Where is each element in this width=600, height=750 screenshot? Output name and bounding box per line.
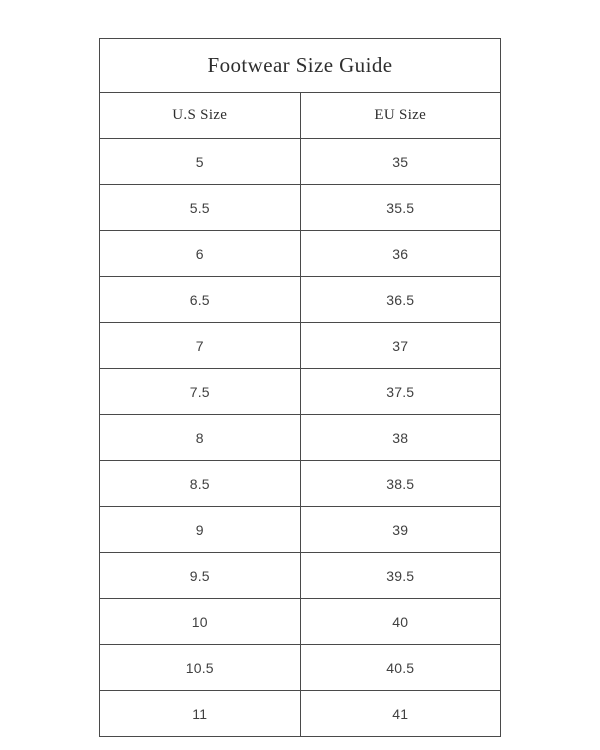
table-row <box>100 323 501 369</box>
cell-us-size: 11 <box>100 691 301 737</box>
header-row <box>100 93 501 139</box>
table-row <box>100 553 501 599</box>
cell-us-size: 10 <box>100 599 301 645</box>
cell-us-size: 5.5 <box>100 185 301 231</box>
cell-us-size: 5 <box>100 139 301 185</box>
cell-eu-size: 37 <box>300 323 501 369</box>
cell-eu-size: 36.5 <box>300 277 501 323</box>
cell-eu-size: 37.5 <box>300 369 501 415</box>
size-table-body <box>100 39 501 737</box>
cell-us-size: 10.5 <box>100 645 301 691</box>
table-row <box>100 185 501 231</box>
column-header-eu-size: EU Size <box>300 93 501 139</box>
cell-eu-size: 41 <box>300 691 501 737</box>
table-row <box>100 599 501 645</box>
cell-eu-size: 38 <box>300 415 501 461</box>
table-row <box>100 231 501 277</box>
column-header-us-size: U.S Size <box>100 93 301 139</box>
cell-eu-size: 39 <box>300 507 501 553</box>
cell-us-size: 9.5 <box>100 553 301 599</box>
cell-eu-size: 40.5 <box>300 645 501 691</box>
cell-us-size: 8.5 <box>100 461 301 507</box>
table-row <box>100 461 501 507</box>
page-title: Footwear Size Guide <box>100 39 501 93</box>
cell-eu-size: 40 <box>300 599 501 645</box>
table-row <box>100 277 501 323</box>
title-row <box>100 39 501 93</box>
table-row <box>100 369 501 415</box>
cell-eu-size: 38.5 <box>300 461 501 507</box>
cell-eu-size: 35 <box>300 139 501 185</box>
cell-us-size: 6.5 <box>100 277 301 323</box>
cell-us-size: 7 <box>100 323 301 369</box>
table-row <box>100 691 501 737</box>
footwear-size-table <box>99 38 501 737</box>
table-row <box>100 139 501 185</box>
table-row <box>100 645 501 691</box>
cell-us-size: 9 <box>100 507 301 553</box>
table-row <box>100 415 501 461</box>
cell-us-size: 6 <box>100 231 301 277</box>
cell-eu-size: 35.5 <box>300 185 501 231</box>
cell-us-size: 8 <box>100 415 301 461</box>
cell-eu-size: 39.5 <box>300 553 501 599</box>
size-table-container <box>99 38 501 737</box>
cell-us-size: 7.5 <box>100 369 301 415</box>
cell-eu-size: 36 <box>300 231 501 277</box>
table-row <box>100 507 501 553</box>
